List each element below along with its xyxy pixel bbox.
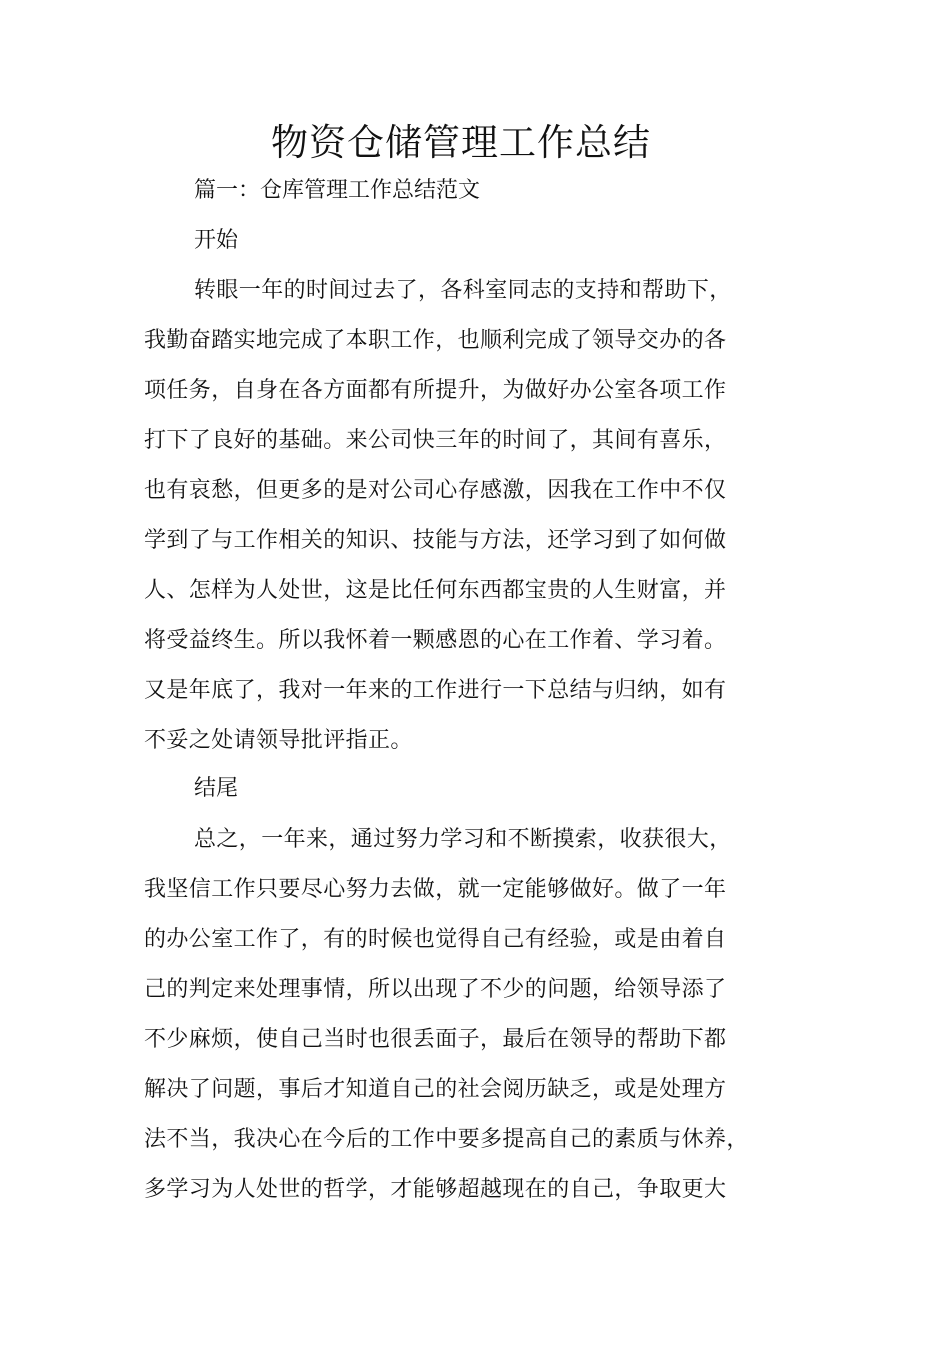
paragraph-line: 将受益终生。所以我怀着一颗感恩的心在工作着、学习着。 [144, 628, 727, 653]
document-title: 物资仓储管理工作总结 [271, 121, 651, 164]
paragraph-line: 多学习为人处世的哲学，才能够超越现在的自己，争取更大 [144, 1177, 727, 1202]
section-heading-start: 开始 [194, 228, 239, 253]
paragraph-line: 总之，一年来，通过努力学习和不断摸索，收获很大， [194, 827, 732, 852]
paragraph-line: 项任务，自身在各方面都有所提升，为做好办公室各项工作 [144, 378, 727, 403]
paragraph-opening [144, 266, 744, 766]
paragraph-line: 也有哀愁，但更多的是对公司心存感激，因我在工作中不仅 [144, 478, 727, 503]
paragraph-line: 学到了与工作相关的知识、技能与方法，还学习到了如何做 [144, 528, 727, 553]
paragraph-line: 我勤奋踏实地完成了本职工作，也顺利完成了领导交办的各 [144, 328, 727, 353]
paragraph-line: 法不当，我决心在今后的工作中要多提高自己的素质与休养， [144, 1127, 749, 1152]
paragraph-line: 不少麻烦，使自己当时也很丢面子，最后在领导的帮助下都 [144, 1027, 727, 1052]
paragraph-line: 不妥之处请领导批评指正。 [144, 728, 413, 753]
section-heading-end: 结尾 [194, 776, 239, 801]
paragraph-closing [144, 815, 749, 1215]
paragraph-line: 转眼一年的时间过去了，各科室同志的支持和帮助下， [194, 278, 732, 303]
paragraph-line: 己的判定来处理事情，所以出现了不少的问题，给领导添了 [144, 977, 727, 1002]
paragraph-line: 解决了问题，事后才知道自己的社会阅历缺乏，或是处理方 [144, 1077, 727, 1102]
paragraph-line: 我坚信工作只要尽心努力去做，就一定能够做好。做了一年 [144, 877, 727, 902]
paragraph-line: 的办公室工作了，有的时候也觉得自己有经验，或是由着自 [144, 927, 727, 952]
paragraph-line: 打下了良好的基础。来公司快三年的时间了，其间有喜乐， [144, 428, 727, 453]
paragraph-line: 又是年底了，我对一年来的工作进行一下总结与归纳，如有 [144, 678, 727, 703]
document-subtitle: 篇一：仓库管理工作总结范文 [194, 178, 481, 203]
paragraph-line: 人、怎样为人处世，这是比任何东西都宝贵的人生财富，并 [144, 578, 727, 603]
